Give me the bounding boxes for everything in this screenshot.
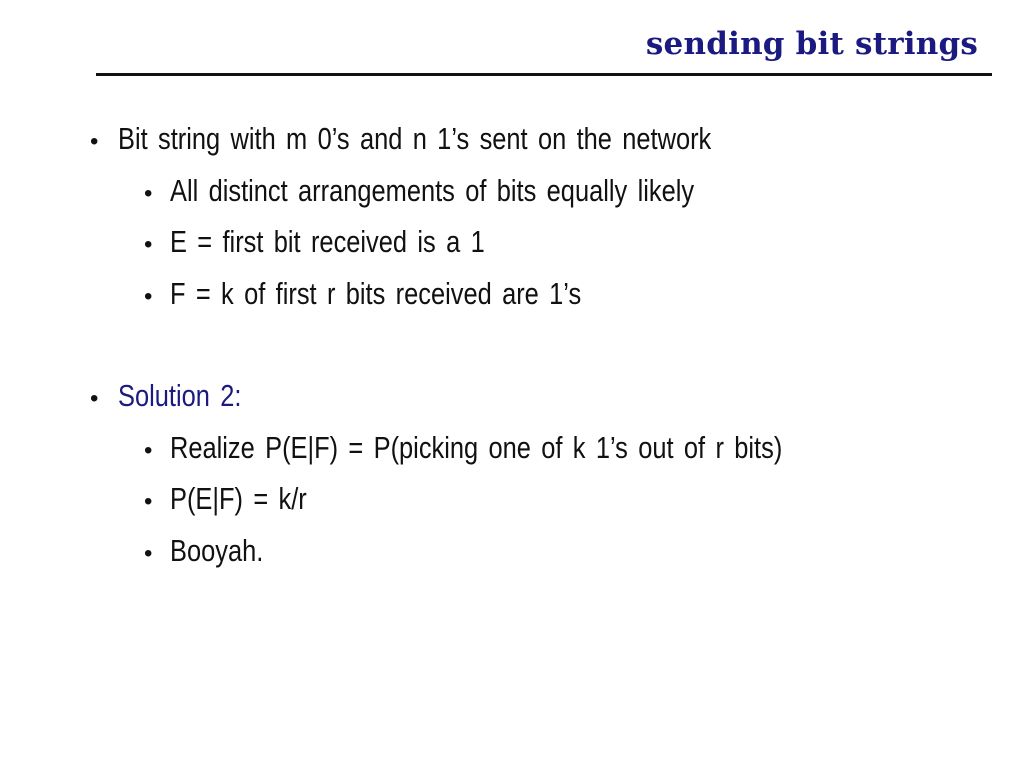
sub-bullet-point-icon: • <box>144 231 153 258</box>
bullet-bit-string: Bit string with m 0’s and n 1’s sent on the network <box>118 121 712 156</box>
slide-title: sending bit strings <box>645 26 978 62</box>
sub-bullet-point-icon: • <box>144 488 153 515</box>
sub-bullet-f-definition: F = k of first r bits received are 1’s <box>170 276 582 311</box>
sub-bullet-point-icon: • <box>144 180 153 207</box>
bullet-solution-heading: Solution 2: <box>118 378 242 413</box>
sub-bullet-realize: Realize P(E|F) = P(picking one of k 1’s out of r bits) <box>170 430 783 465</box>
bullet-point-icon: • <box>90 385 99 412</box>
sub-bullet-arrangements: All distinct arrangements of bits equally likely <box>170 173 695 208</box>
sub-bullet-booyah: Booyah. <box>170 533 264 568</box>
sub-bullet-probability: P(E|F) = k/r <box>170 481 307 516</box>
bullet-point-icon: • <box>90 128 99 155</box>
sub-bullet-point-icon: • <box>144 437 153 464</box>
sub-bullet-e-definition: E = first bit received is a 1 <box>170 224 485 259</box>
sub-bullet-point-icon: • <box>144 540 153 567</box>
sub-bullet-point-icon: • <box>144 283 153 310</box>
